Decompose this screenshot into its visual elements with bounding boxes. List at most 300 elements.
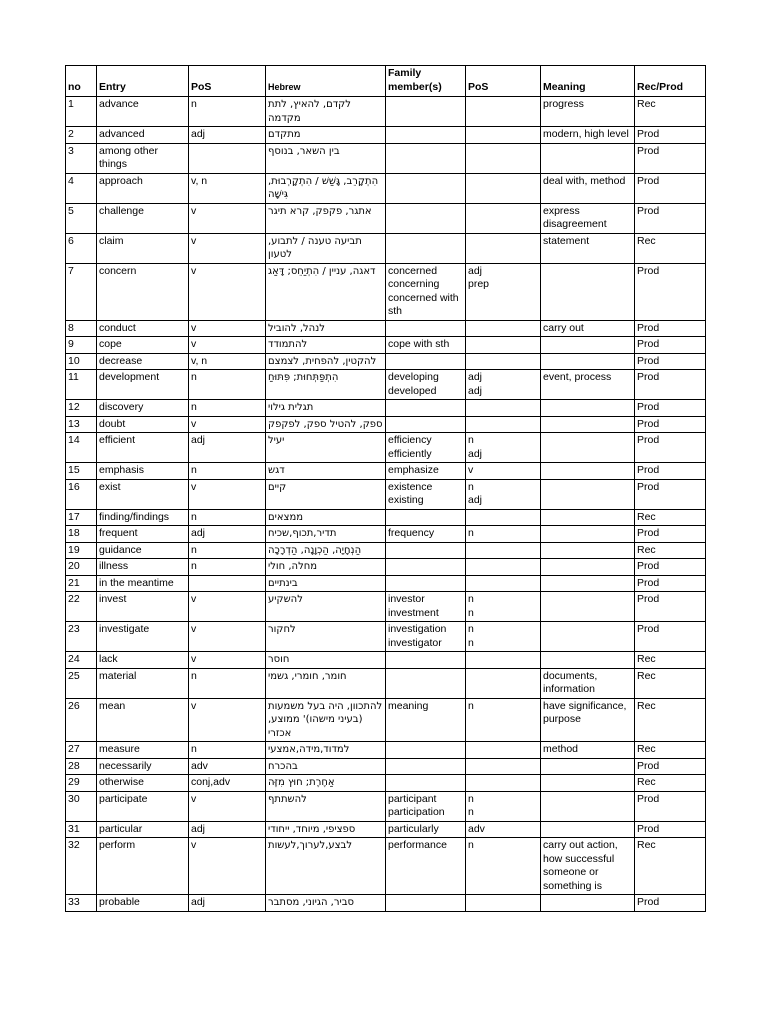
cell-family-pos: [466, 542, 541, 559]
table-row: [66, 622, 706, 652]
cell-family: [386, 838, 466, 895]
cell-no: 7: [66, 263, 97, 320]
cell-hebrew: דאגה, עניין / הִתְיַחֵס; דָּאַג: [266, 263, 386, 320]
cell-family-pos: [466, 400, 541, 417]
cell-entry: participate: [97, 791, 189, 821]
cell-family-line: developing: [388, 371, 439, 383]
cell-meaning: carry out action, how successful someone or something is: [541, 838, 635, 895]
cell-family-line: performance: [388, 839, 447, 851]
cell-recprod: Prod: [635, 821, 706, 838]
cell-meaning: deal with, method: [541, 173, 635, 203]
cell-meaning: express disagreement: [541, 203, 635, 233]
cell-family-pos: [466, 337, 541, 354]
cell-meaning: documents, information: [541, 668, 635, 698]
cell-family: [386, 698, 466, 742]
cell-hebrew: מחלה, חולי: [266, 559, 386, 576]
cell-entry: among other things: [97, 143, 189, 173]
cell-entry: claim: [97, 233, 189, 263]
cell-pos: adj: [189, 433, 266, 463]
cell-hebrew: מתקדם: [266, 127, 386, 144]
cell-family-line: developed: [388, 384, 437, 397]
cell-family: [386, 758, 466, 775]
cell-family-pos-line: n: [468, 636, 474, 649]
cell-recprod: Prod: [635, 433, 706, 463]
cell-family-pos-line: adv: [468, 822, 485, 835]
cell-recprod: Rec: [635, 542, 706, 559]
cell-no: 5: [66, 203, 97, 233]
cell-meaning: [541, 821, 635, 838]
cell-meaning: [541, 463, 635, 480]
cell-meaning: [541, 337, 635, 354]
cell-family: [386, 542, 466, 559]
cell-hebrew: להתמודד: [266, 337, 386, 354]
cell-family: [386, 97, 466, 127]
cell-pos: v: [189, 416, 266, 433]
cell-family-pos: [466, 895, 541, 912]
cell-family: [386, 433, 466, 463]
cell-no: 17: [66, 509, 97, 526]
cell-no: 33: [66, 895, 97, 912]
cell-recprod: Rec: [635, 838, 706, 895]
cell-family-pos-line: n: [468, 699, 474, 712]
cell-meaning: method: [541, 742, 635, 759]
cell-no: 2: [66, 127, 97, 144]
cell-recprod: Rec: [635, 97, 706, 127]
cell-entry: otherwise: [97, 775, 189, 792]
cell-recprod: Prod: [635, 575, 706, 592]
cell-family-pos-line: adj: [468, 384, 483, 397]
cell-no: 29: [66, 775, 97, 792]
cell-hebrew: לקדם, להאיץ, לתת מקדמה: [266, 97, 386, 127]
cell-family: [386, 479, 466, 509]
cell-family-line: participation: [388, 806, 445, 818]
cell-hebrew: להשקיע: [266, 592, 386, 622]
cell-pos: adv: [189, 758, 266, 775]
cell-pos: v: [189, 592, 266, 622]
cell-family: [386, 400, 466, 417]
cell-family: [386, 575, 466, 592]
cell-family-pos: [466, 668, 541, 698]
cell-no: 21: [66, 575, 97, 592]
table-row: [66, 668, 706, 698]
cell-meaning: [541, 143, 635, 173]
cell-family-pos: [466, 143, 541, 173]
cell-family-pos-line: n: [468, 623, 474, 635]
cell-hebrew: ספק, להטיל ספק, לפקפק: [266, 416, 386, 433]
cell-hebrew: לנהל, להוביל: [266, 320, 386, 337]
cell-pos: v: [189, 698, 266, 742]
cell-family: [386, 526, 466, 543]
cell-meaning: carry out: [541, 320, 635, 337]
cell-family-pos-line: n: [468, 806, 474, 818]
cell-family-pos-line: adj: [468, 371, 483, 383]
cell-family-line: frequency: [388, 527, 435, 539]
cell-hebrew: בין השאר, בנוסף: [266, 143, 386, 173]
table-row: [66, 775, 706, 792]
table-row: [66, 542, 706, 559]
cell-no: 24: [66, 652, 97, 669]
cell-meaning: [541, 353, 635, 370]
cell-family-line: investigator: [388, 636, 442, 649]
cell-hebrew: ספציפי, מיוחד, ייחודי: [266, 821, 386, 838]
cell-entry: lack: [97, 652, 189, 669]
cell-family: [386, 143, 466, 173]
cell-family: [386, 233, 466, 263]
cell-family: [386, 416, 466, 433]
cell-no: 8: [66, 320, 97, 337]
cell-recprod: Prod: [635, 592, 706, 622]
cell-family: [386, 127, 466, 144]
cell-meaning: [541, 895, 635, 912]
table-row: [66, 575, 706, 592]
cell-family-pos-line: n: [468, 434, 474, 446]
cell-entry: efficient: [97, 433, 189, 463]
cell-entry: particular: [97, 821, 189, 838]
cell-family: [386, 592, 466, 622]
header-recprod: Rec/Prod: [635, 66, 706, 97]
cell-pos: adj: [189, 821, 266, 838]
cell-recprod: Prod: [635, 463, 706, 480]
cell-family-pos: [466, 775, 541, 792]
cell-hebrew: תדיר,תכוף,שכיח: [266, 526, 386, 543]
table-row: [66, 337, 706, 354]
cell-pos: v: [189, 203, 266, 233]
cell-family: [386, 742, 466, 759]
cell-meaning: have significance, purpose: [541, 698, 635, 742]
cell-meaning: [541, 758, 635, 775]
cell-family: [386, 559, 466, 576]
cell-meaning: [541, 433, 635, 463]
table-row: [66, 400, 706, 417]
cell-recprod: Prod: [635, 173, 706, 203]
cell-no: 10: [66, 353, 97, 370]
cell-recprod: Prod: [635, 526, 706, 543]
cell-no: 1: [66, 97, 97, 127]
cell-family-pos: [466, 173, 541, 203]
cell-hebrew: אַחֶרֶת; חוּץ מִזֶּה: [266, 775, 386, 792]
cell-family: [386, 791, 466, 821]
cell-entry: advance: [97, 97, 189, 127]
cell-pos: v: [189, 233, 266, 263]
cell-entry: invest: [97, 592, 189, 622]
cell-no: 22: [66, 592, 97, 622]
table-row: [66, 479, 706, 509]
cell-recprod: Prod: [635, 416, 706, 433]
table-row: [66, 127, 706, 144]
cell-pos: conj,adv: [189, 775, 266, 792]
cell-family-pos: [466, 758, 541, 775]
cell-recprod: Prod: [635, 263, 706, 320]
header-hebrew: Hebrew: [266, 66, 386, 97]
cell-meaning: modern, high level: [541, 127, 635, 144]
header-family-pos: PoS: [466, 66, 541, 97]
cell-family: [386, 353, 466, 370]
cell-family-pos: [466, 127, 541, 144]
cell-family-pos: [466, 698, 541, 742]
cell-entry: measure: [97, 742, 189, 759]
cell-entry: exist: [97, 479, 189, 509]
table-row: [66, 233, 706, 263]
cell-family-pos-line: n: [468, 593, 474, 605]
table-row: [66, 821, 706, 838]
cell-no: 30: [66, 791, 97, 821]
cell-family-pos: [466, 821, 541, 838]
cell-family-line: particularly: [388, 822, 439, 835]
cell-hebrew: בהכרח: [266, 758, 386, 775]
cell-pos: v: [189, 652, 266, 669]
cell-family-line: efficiently: [388, 447, 432, 460]
header-meaning: Meaning: [541, 66, 635, 97]
table-row: [66, 320, 706, 337]
cell-meaning: [541, 542, 635, 559]
cell-entry: conduct: [97, 320, 189, 337]
cell-entry: frequent: [97, 526, 189, 543]
cell-recprod: Rec: [635, 698, 706, 742]
table-row: [66, 370, 706, 400]
cell-pos: n: [189, 509, 266, 526]
cell-pos: adj: [189, 895, 266, 912]
cell-family-pos: [466, 742, 541, 759]
cell-family-line: meaning: [388, 699, 429, 712]
cell-no: 6: [66, 233, 97, 263]
cell-pos: n: [189, 97, 266, 127]
cell-family-pos: [466, 370, 541, 400]
table-row: [66, 652, 706, 669]
cell-pos: v: [189, 320, 266, 337]
cell-meaning: [541, 575, 635, 592]
cell-no: 14: [66, 433, 97, 463]
cell-meaning: progress: [541, 97, 635, 127]
cell-hebrew: לבצע,לערוך,לעשות: [266, 838, 386, 895]
cell-hebrew: אתגר, פקפק, קרא תיגר: [266, 203, 386, 233]
cell-entry: mean: [97, 698, 189, 742]
cell-family: [386, 173, 466, 203]
cell-family-pos: [466, 559, 541, 576]
cell-hebrew: חומר, חומרי, גשמי: [266, 668, 386, 698]
cell-no: 11: [66, 370, 97, 400]
cell-no: 9: [66, 337, 97, 354]
table-row: [66, 758, 706, 775]
cell-pos: [189, 575, 266, 592]
cell-family: [386, 463, 466, 480]
cell-family-pos: [466, 433, 541, 463]
cell-family-pos: [466, 526, 541, 543]
vocabulary-table: [65, 65, 706, 912]
cell-hebrew: תגלית גילוי: [266, 400, 386, 417]
cell-family-pos: [466, 575, 541, 592]
cell-entry: advanced: [97, 127, 189, 144]
cell-no: 31: [66, 821, 97, 838]
cell-entry: approach: [97, 173, 189, 203]
cell-no: 27: [66, 742, 97, 759]
cell-meaning: [541, 526, 635, 543]
cell-entry: guidance: [97, 542, 189, 559]
cell-pos: [189, 143, 266, 173]
cell-no: 16: [66, 479, 97, 509]
cell-family-pos-line: n: [468, 792, 474, 805]
cell-meaning: [541, 622, 635, 652]
cell-meaning: [541, 263, 635, 320]
cell-hebrew: להשתתף: [266, 791, 386, 821]
cell-family-pos: [466, 320, 541, 337]
cell-family-pos: [466, 463, 541, 480]
cell-family-line: investigation: [388, 623, 447, 635]
cell-no: 28: [66, 758, 97, 775]
cell-recprod: Prod: [635, 127, 706, 144]
cell-hebrew: תביעה טענה / לתבוע, לטעון: [266, 233, 386, 263]
cell-pos: n: [189, 559, 266, 576]
cell-meaning: event, process: [541, 370, 635, 400]
cell-hebrew: הַנְחָיָה, הַכְוָנָה, הַדְרָכָה: [266, 542, 386, 559]
cell-recprod: Rec: [635, 233, 706, 263]
cell-hebrew: הִתְקָרֵב, גָּשַׁשׁ / הִתְקָרְבוּת, גִּישָׁה: [266, 173, 386, 203]
cell-family-pos: [466, 652, 541, 669]
cell-recprod: Prod: [635, 758, 706, 775]
cell-entry: necessarily: [97, 758, 189, 775]
cell-pos: v: [189, 838, 266, 895]
cell-meaning: [541, 479, 635, 509]
cell-no: 12: [66, 400, 97, 417]
table-row: [66, 791, 706, 821]
table-row: [66, 592, 706, 622]
cell-hebrew: למדוד,מידה,אמצעי: [266, 742, 386, 759]
table-row: [66, 838, 706, 895]
cell-family: [386, 775, 466, 792]
cell-pos: n: [189, 370, 266, 400]
cell-meaning: [541, 509, 635, 526]
cell-recprod: Prod: [635, 895, 706, 912]
table-row: [66, 742, 706, 759]
cell-no: 26: [66, 698, 97, 742]
cell-pos: v, n: [189, 173, 266, 203]
cell-entry: concern: [97, 263, 189, 320]
table-row: [66, 203, 706, 233]
cell-entry: in the meantime: [97, 575, 189, 592]
cell-hebrew: דגש: [266, 463, 386, 480]
cell-recprod: Prod: [635, 203, 706, 233]
cell-family-line: investment: [388, 606, 439, 619]
cell-family-pos: [466, 263, 541, 320]
cell-pos: v: [189, 622, 266, 652]
cell-pos: n: [189, 463, 266, 480]
cell-pos: v: [189, 337, 266, 354]
cell-recprod: Prod: [635, 320, 706, 337]
cell-no: 32: [66, 838, 97, 895]
cell-family-pos-line: n: [468, 480, 474, 493]
table-row: [66, 97, 706, 127]
cell-no: 4: [66, 173, 97, 203]
table-row: [66, 559, 706, 576]
cell-no: 18: [66, 526, 97, 543]
cell-entry: challenge: [97, 203, 189, 233]
cell-entry: discovery: [97, 400, 189, 417]
cell-entry: decrease: [97, 353, 189, 370]
cell-meaning: [541, 791, 635, 821]
cell-hebrew: לחקור: [266, 622, 386, 652]
cell-recprod: Rec: [635, 509, 706, 526]
cell-recprod: Rec: [635, 742, 706, 759]
table-row: [66, 698, 706, 742]
cell-no: 15: [66, 463, 97, 480]
header-row: [66, 66, 706, 97]
cell-meaning: [541, 400, 635, 417]
cell-hebrew: בינתיים: [266, 575, 386, 592]
cell-entry: development: [97, 370, 189, 400]
header-no: no: [66, 66, 97, 97]
cell-family-line: concerned with sth: [388, 291, 459, 317]
cell-family-line: cope with sth: [388, 338, 450, 350]
cell-pos: v, n: [189, 353, 266, 370]
cell-hebrew: ממצאים: [266, 509, 386, 526]
cell-no: 25: [66, 668, 97, 698]
cell-family-pos: [466, 592, 541, 622]
cell-recprod: Prod: [635, 559, 706, 576]
table-row: [66, 173, 706, 203]
cell-pos: v: [189, 479, 266, 509]
cell-meaning: [541, 416, 635, 433]
cell-family-line: concerned: [388, 264, 438, 277]
cell-entry: perform: [97, 838, 189, 895]
cell-entry: doubt: [97, 416, 189, 433]
cell-pos: v: [189, 791, 266, 821]
cell-hebrew: יעיל: [266, 433, 386, 463]
table-row: [66, 526, 706, 543]
cell-family-pos: [466, 233, 541, 263]
cell-family-pos-line: adj: [468, 264, 483, 277]
cell-family-pos: [466, 791, 541, 821]
cell-recprod: Rec: [635, 775, 706, 792]
cell-hebrew: להקטין, להפחית, לצמצם: [266, 353, 386, 370]
cell-entry: emphasis: [97, 463, 189, 480]
cell-recprod: Prod: [635, 143, 706, 173]
cell-hebrew: להתכוון, היה בעל משמעות (בעיני מישהו)' ממוצע, אכזרי: [266, 698, 386, 742]
cell-family-pos-line: adj: [468, 447, 483, 460]
cell-family-pos: [466, 509, 541, 526]
cell-pos: adj: [189, 526, 266, 543]
header-pos: PoS: [189, 66, 266, 97]
cell-family-pos-line: n: [468, 839, 474, 851]
cell-entry: investigate: [97, 622, 189, 652]
cell-family-pos-line: v: [468, 464, 474, 476]
header-entry: Entry: [97, 66, 189, 97]
cell-recprod: Prod: [635, 353, 706, 370]
cell-meaning: [541, 592, 635, 622]
cell-recprod: Prod: [635, 400, 706, 417]
header-family: Family member(s): [386, 66, 466, 97]
cell-no: 3: [66, 143, 97, 173]
cell-recprod: Prod: [635, 791, 706, 821]
cell-family-line: existing: [388, 494, 424, 506]
cell-family: [386, 668, 466, 698]
cell-family-pos: [466, 622, 541, 652]
cell-pos: n: [189, 742, 266, 759]
cell-family-pos-line: n: [468, 527, 474, 539]
cell-family: [386, 203, 466, 233]
cell-family-line: participant: [388, 792, 437, 805]
table-row: [66, 263, 706, 320]
cell-no: 20: [66, 559, 97, 576]
table-row: [66, 463, 706, 480]
table-row: [66, 353, 706, 370]
cell-recprod: Prod: [635, 337, 706, 354]
cell-family: [386, 895, 466, 912]
cell-meaning: [541, 652, 635, 669]
table-row: [66, 416, 706, 433]
cell-family: [386, 337, 466, 354]
cell-family: [386, 622, 466, 652]
cell-entry: finding/findings: [97, 509, 189, 526]
cell-no: 19: [66, 542, 97, 559]
